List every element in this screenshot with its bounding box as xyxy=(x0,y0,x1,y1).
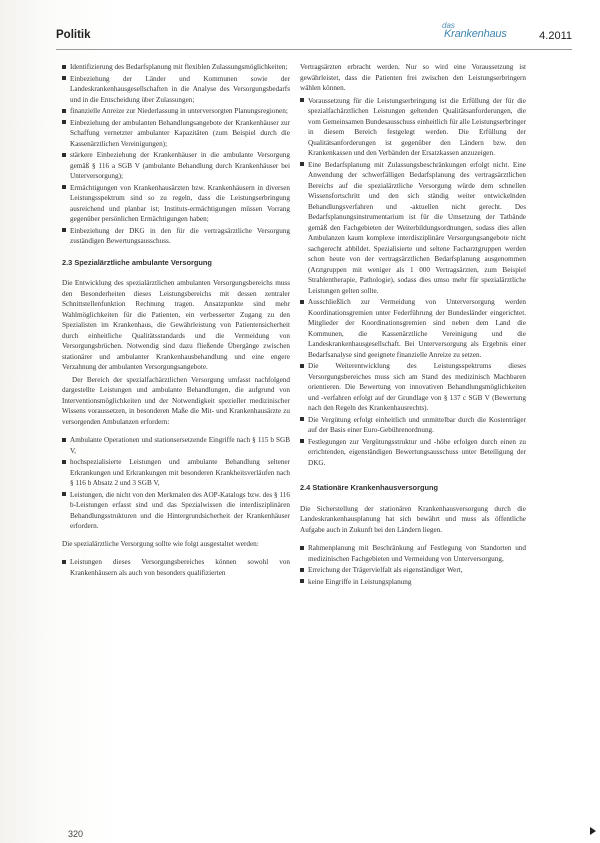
logo-name: Krankenhaus xyxy=(444,28,507,40)
right-column xyxy=(300,62,526,588)
body-paragraph: Der Bereich der spezialfachärztlichen Versorgung umfasst nachfolgend dargestellte Leistungen und ambulante Behandlungen, die aufgrund von Interventionsmöglichkeiten und der Notwendigkeit spezieller medizinischer Wissens voraussetzen, in besonderen Maße die Mit- und Krankenhausärzte zu versorgenden Ambulanzen erfordern: xyxy=(62,375,290,426)
list-item: Die Vergütung erfolgt einheitlich und unmittelbar durch die Kostenträger auf der Basis einer Euro-Gebührenordnung. xyxy=(300,415,526,436)
list-item: Einbeziehung der Länder und Kommunen sowie der Landeskrankenhausgesellschaften in die Analyse des Versorgungsbedarfs und in die Entscheidung über Zulassungen; xyxy=(62,74,290,106)
list-item: Erreichung der Trägervielfalt als eigenständiger Wert, xyxy=(300,565,526,576)
bullet-square-icon xyxy=(300,300,304,304)
bullet-square-icon xyxy=(300,579,304,583)
body-paragraph: Vertragsärzten erbracht werden. Nur so wird eine Voraussetzung ist gewährleistet, dass die Patienten frei zwischen den Leistungserbringern wählen können. xyxy=(300,63,526,92)
bullet-square-icon xyxy=(62,153,66,157)
bullet-square-icon xyxy=(300,162,304,166)
list-item: Einbeziehung der ambulanten Behandlungsangebote der Krankenhäuser zur Schaffung vernetzter ambulanter Kapazitäten (zum Beispiel durch die Kassenärztlichen Vereinigungen); xyxy=(62,118,290,150)
list-item: Leistungen, die nicht von den Merkmalen des AOP-Katalogs bzw. des § 116 b-Leistungen erfasst sind und das Spezialwissen die interdisziplinären Behandlungsstrukturen und die Hintergrundsicherheit der Krankenhäuser erfordern. xyxy=(62,490,290,532)
bullet-square-icon xyxy=(62,120,66,124)
body-paragraph: Die spezialärztliche Versorgung sollte wie folgt ausgestaltet werden: xyxy=(62,539,259,548)
list-item: finanzielle Anreize zur Niederlassung in unterversorgten Planungsregionen; xyxy=(62,106,290,117)
list-item: keine Eingriffe in Leistungsplanung xyxy=(300,577,526,588)
bullet-square-icon xyxy=(300,364,304,368)
list-item: Rahmenplanung mit Beschränkung auf Festlegung von Standorten und medizinischen Fachgebieten und Vermeidung von Unterversorgung, xyxy=(300,543,526,564)
list-item: Leistungen dieses Versorgungsbereiches können sowohl von Krankenhäusern als auch von besonders qualifizierten xyxy=(62,557,290,578)
bullet-square-icon xyxy=(62,492,66,496)
bullet-square-icon xyxy=(62,185,66,189)
bullet-square-icon xyxy=(62,65,66,69)
design-list xyxy=(62,557,290,578)
list-item: Ausschließlich zur Vermeidung von Unterversorgung werden Koordinationsgremien unter Federführung der Bundesländer eingerichtet. Mitglieder der Koordinationsgremien sind neben dem Land die Kommunen, die Kassenärztliche Vereinigung und die Landeskrankenhausgesellschaft. Bei Unterversorgung als Ergebnis einer Bedarfsanalyse sind geeignete finanzielle Anreize zu setzen. xyxy=(300,297,526,360)
bullet-square-icon xyxy=(300,439,304,443)
list-item: Festlegungen zur Vergütungsstruktur und -höhe erfolgen durch einen zu errichtenden, eigenständigen Bewertungsausschuss unter Beteiligung der DKG. xyxy=(300,437,526,469)
list-item: hochspezialisierte Leistungen und ambulante Behandlung seltener Erkrankungen und Erkrankungen mit besonderen Krankheitsverläufen nach § 116 b Absatz 2 und 3 SGB V, xyxy=(62,457,290,489)
list-item: Einbeziehung der DKG in den für die vertragsärztliche Versorgung zuständigen Bewertungsausschuss. xyxy=(62,226,290,247)
bullet-square-icon xyxy=(300,417,304,421)
section-heading: 2.4 Stationäre Krankenhausversorgung xyxy=(300,483,439,492)
logo-prefix: das xyxy=(442,21,455,30)
left-column xyxy=(62,62,290,579)
journal-logo xyxy=(442,21,508,45)
issue-number: 4.2011 xyxy=(539,30,572,42)
conditions-list xyxy=(300,96,526,469)
continue-arrow-icon xyxy=(590,827,596,835)
list-item: Eine Bedarfsplanung mit Zulassungsbeschränkungen erfolgt nicht. Eine Anwendung der schwerfälligen Bedarfsplanung des vertragsärztlichen Bereichs auf die spezialärztliche Versorgung würde dem schnellen Wissensfortschritt und den sich ständig weiter entwickelnden Behandlungsverfahren und -aktuellen nicht gerecht. Des Bedarfsplanungsinstrumentarium ist für die Umsetzung der Tatbände gemäß den Fachgebieten der Weiterbildungsordnungen, sodass dies allen Ambulanzen kaum komplexe interdisziplinäre Versorgungsangebote nicht sachgerecht abbildet. Spezialisierte und seltene Facharztgruppen werden schon heute von der vertragsärztlichen Bedarfsplanung ausgenommen (Arztgruppen mit weniger als 1 000 Vertragsärzten, zum Beispiel Strahlentherapie, Pathologie), sodass dies umso mehr für spezialärztliche Leistungen gelten sollte. xyxy=(300,160,526,297)
bullet-square-icon xyxy=(300,546,304,550)
list-item: stärkere Einbeziehung der Krankenhäuser in die ambulante Versorgung gemäß § 116 a SGB V (ambulante Behandlung durch Krankenhäuser bei Unterversorgung); xyxy=(62,150,290,182)
bullet-square-icon xyxy=(62,438,66,442)
requirements-list xyxy=(62,62,290,247)
bullet-square-icon xyxy=(62,76,66,80)
list-item: Ermächtigungen von Krankenhausärzten bzw. Krankenhäusern in diversen Leistungsspektrum sind so zu regeln, dass die Leistungserbringung ausreichend und planbar ist; Instituts-ermächtigungen müssen Vorrang gegenüber persönlichen Ermächtigungen haben; xyxy=(62,183,290,225)
bullet-square-icon xyxy=(62,228,66,232)
list-item: Ambulante Operationen und stationsersetzende Eingriffe nach § 115 b SGB V, xyxy=(62,435,290,456)
bullet-square-icon xyxy=(62,460,66,464)
bullet-square-icon xyxy=(300,568,304,572)
planning-list xyxy=(300,543,526,587)
body-paragraph: Die Entwicklung des spezialärztlichen ambulanten Versorgungsbereichs muss den Besonderheiten dieses Leistungsbereichs mit dessen zentraler Schnittstellenfunktion Rechnung tragen. Ansatzpunkte sind mehr Wahlmöglichkeiten für die Patienten, ein verbesserter Zugang zu den Spezialisten im Krankenhaus, die Gewährleistung von Patientensicherheit durch einheitliche Qualitätsstandards und die Vermeidung von Versorgungsbrüchen. Notwendig sind dazu fließende Übergänge zwischen stationärer und ambulanter Krankenhausbehandlung und eine engere Verzahnung der ambulanten Versorgungsangebote. xyxy=(62,279,290,371)
body-paragraph: Die Sicherstellung der stationären Krankenhausversorgung durch die Landeskrankenhausplanung hat sich bewährt und muss als öffentliche Aufgabe auch in Zukunft bei den Ländern liegen. xyxy=(300,504,526,534)
list-item: Identifizierung des Bedarfsplanung mit flexiblen Zulassungsmöglichkeiten; xyxy=(62,62,290,73)
page-number: 320 xyxy=(68,829,84,839)
section-label: Politik xyxy=(56,29,91,41)
section-heading: 2.3 Spezialärztliche ambulante Versorgung xyxy=(62,257,212,267)
page-header xyxy=(56,21,572,50)
bullet-square-icon xyxy=(300,98,304,102)
list-item: Voraussetzung für die Leistungserbringung ist die Erfüllung der für die spezialfachärztlichen Leistungen geltenden Qualitätsanforderungen, die vom Gemeinsamen Bundesausschuss einheitlich für alle Leistungserbringer in diesem Bereich festgelegt werden. Die Erfüllung der Qualitätsanforderungen ist gegenüber den Ländern bzw. den Krankenkassen und den Verbänden der Ersatzkassen anzuzeigen. xyxy=(300,96,526,159)
bullet-square-icon xyxy=(62,109,66,113)
list-item: Die Weiterentwicklung des Leistungsspektrums dieses Versorgungsbereiches muss sich am Stand des medizinisch Machbaren orientieren. Die Bewertung von innovativen Behandlungsmöglichkeiten und -verfahren erfolgt auf der Grundlage von § 137 c SGB V (Bewertung nach den Regeln des Krankenhausrechts). xyxy=(300,361,526,414)
services-list xyxy=(62,435,290,532)
bullet-square-icon xyxy=(62,560,66,564)
